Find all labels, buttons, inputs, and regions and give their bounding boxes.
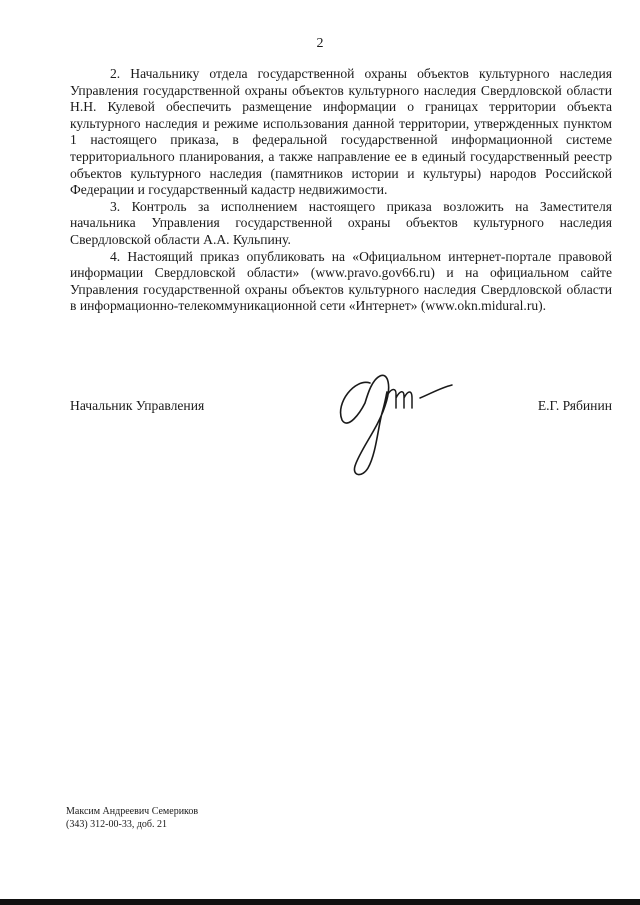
executor-name: Максим Андреевич Семериков [66,806,199,817]
paragraph-4: 4. Настоящий приказ опубликовать на «Официальном интернет-портале правовой информации Свердловской области» (www.pravo.gov66.ru) и на официальном сайте Управления государственной охраны объектов культурного наследия Свердловской области в информационно-телекоммуникационной сети «Интернет» (www.okn.midural.ru). [70,248,612,314]
signatory-position: Начальник Управления [70,398,205,413]
document-body [70,66,612,315]
handwritten-signature [330,358,460,483]
executor-footer [66,806,198,831]
paragraph-3: 3. Контроль за исполнением настоящего приказа возложить на Заместителя начальника Управления государственной охраны объектов культурного наследия Свердловской области А.А. Кульпину. [70,198,612,247]
scan-bottom-edge [0,899,640,905]
paragraph-2: 2. Начальнику отдела государственной охраны объектов культурного наследия Управления государственной охраны объектов культурного наследия Свердловской области Н.Н. Кулевой обеспечить размещение информации о границах территории объекта культурного наследия и режиме использования данной территории, утвержденных пунктом 1 настоящего приказа, в федеральной государственной информационной системе территориального планирования, а также направление ее в единый государственный реестр объектов культурного наследия (памятников истории и культуры) народов Российской Федерации и государственный кадастр недвижимости. [70,66,612,198]
signatory-name: Е.Г. Рябинин [537,398,612,413]
executor-phone: (343) 312-00-33, доб. 21 [66,818,167,830]
page-number: 2 [316,36,324,51]
